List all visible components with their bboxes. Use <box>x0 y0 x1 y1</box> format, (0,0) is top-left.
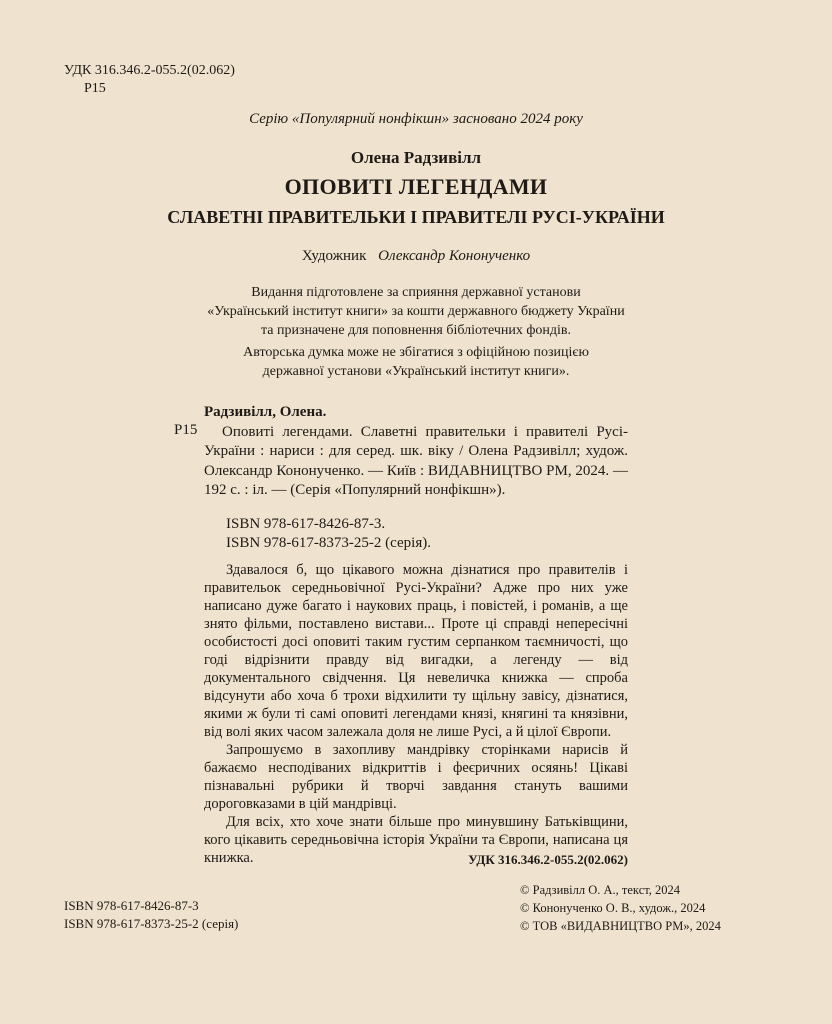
udk-classification-bottom: УДК 316.346.2-055.2(02.062) <box>468 852 628 867</box>
copyright-line: © Кононученко О. В., худож., 2024 <box>520 901 706 915</box>
book-author: Олена Радзивілл <box>350 148 482 167</box>
disclaimer-line: державної установи «Український інститут книги». <box>262 364 570 379</box>
annotation <box>204 561 628 867</box>
catalog-author-mark: Р15 <box>174 422 198 438</box>
book-title: ОПОВИТІ ЛЕГЕНДАМИ <box>284 174 548 199</box>
catalog-isbn-series: ISBN 978-617-8373-25-2 (серія). <box>226 534 431 551</box>
illustrator-label: Художник <box>301 248 367 264</box>
annotation-paragraph: Для всіх, хто хоче знати більше про минувшину Батьківщини, кого цікавить середньовічна історія України та Європи, написана ця книжка. <box>204 814 628 866</box>
disclaimer-line: Авторська думка може не збігатися з офіційною позицією <box>243 345 589 360</box>
illustrator-name: Олександр Кононученко <box>378 248 531 264</box>
catalog-isbn-block <box>204 515 628 553</box>
annotation-paragraph: Запрошуємо в захопливу мандрівку сторінками нарисів й бажаємо несподіваних відкриттів і феєричних осяянь! Цікаві пізнавальні рубрики й творчі завдання стануть вашими дороговказами в цій мандрівці. <box>204 742 628 812</box>
series-note: Серію «Популярний нонфікшн» засновано 2024 року <box>249 111 583 127</box>
illustrator-credit <box>0 248 832 265</box>
funding-line: та призначене для поповнення бібліотечних фондів. <box>260 323 572 338</box>
copyright-notice <box>520 881 721 935</box>
funding-note <box>160 283 672 381</box>
isbn-series-line: ISBN 978-617-8373-25-2 (серія) <box>64 916 239 931</box>
funding-line: Видання підготовлене за сприяння державної установи <box>251 285 581 300</box>
book-subtitle: СЛАВЕТНІ ПРАВИТЕЛЬКИ І ПРАВИТЕЛІ РУСІ-УКРАЇНИ <box>167 207 665 227</box>
isbn-list <box>64 897 238 933</box>
catalog-record <box>204 403 628 553</box>
catalog-isbn: ISBN 978-617-8426-87-3. <box>226 515 386 532</box>
author-mark: Р15 <box>84 81 106 96</box>
catalog-entry: Оповиті легендами. Славетні правительки і правителі Русі-України : нариси : для серед. шк. віку / Олена Радзивілл; худож. Олександр Кононученко. — Київ : ВИДАВНИЦТВО РМ, 2024. — 192 с. : іл. — (Серія «Популярний нонфікшн»). <box>204 423 628 498</box>
funding-line: «Український інститут книги» за кошти державного бюджету України <box>207 304 625 319</box>
copyright-line: © ТОВ «ВИДАВНИЦТВО РМ», 2024 <box>520 919 721 933</box>
udk-classification-top <box>64 62 235 98</box>
isbn-line: ISBN 978-617-8426-87-3 <box>64 898 199 913</box>
udk-code: УДК 316.346.2-055.2(02.062) <box>64 63 235 78</box>
catalog-heading: Радзивілл, Олена. <box>204 404 327 420</box>
copyright-line: © Радзивілл О. А., текст, 2024 <box>520 883 681 897</box>
annotation-paragraph: Здавалося б, що цікавого можна дізнатися про правителів і правительок середньовічної Русі-України? Адже про них уже написано дуже багато і наукових праць, і повістей, і романів, а ще знято фільми, поставлено вистави... Проте ці справді непересічні особистості досі оповиті таким густим серпанком таємничості, що годі відрізнити правду від вигадки, а легенду — від документального свідчення. Ця невеличка книжка — спроба відсунути або хоча б трохи відхилити ту щільну завісу, дізнатися, якими ж були ті самі оповиті легендами князі, княгині та князівни, від волі яких часом залежала доля не лише Русі, а й цілої Європи. <box>204 562 628 740</box>
